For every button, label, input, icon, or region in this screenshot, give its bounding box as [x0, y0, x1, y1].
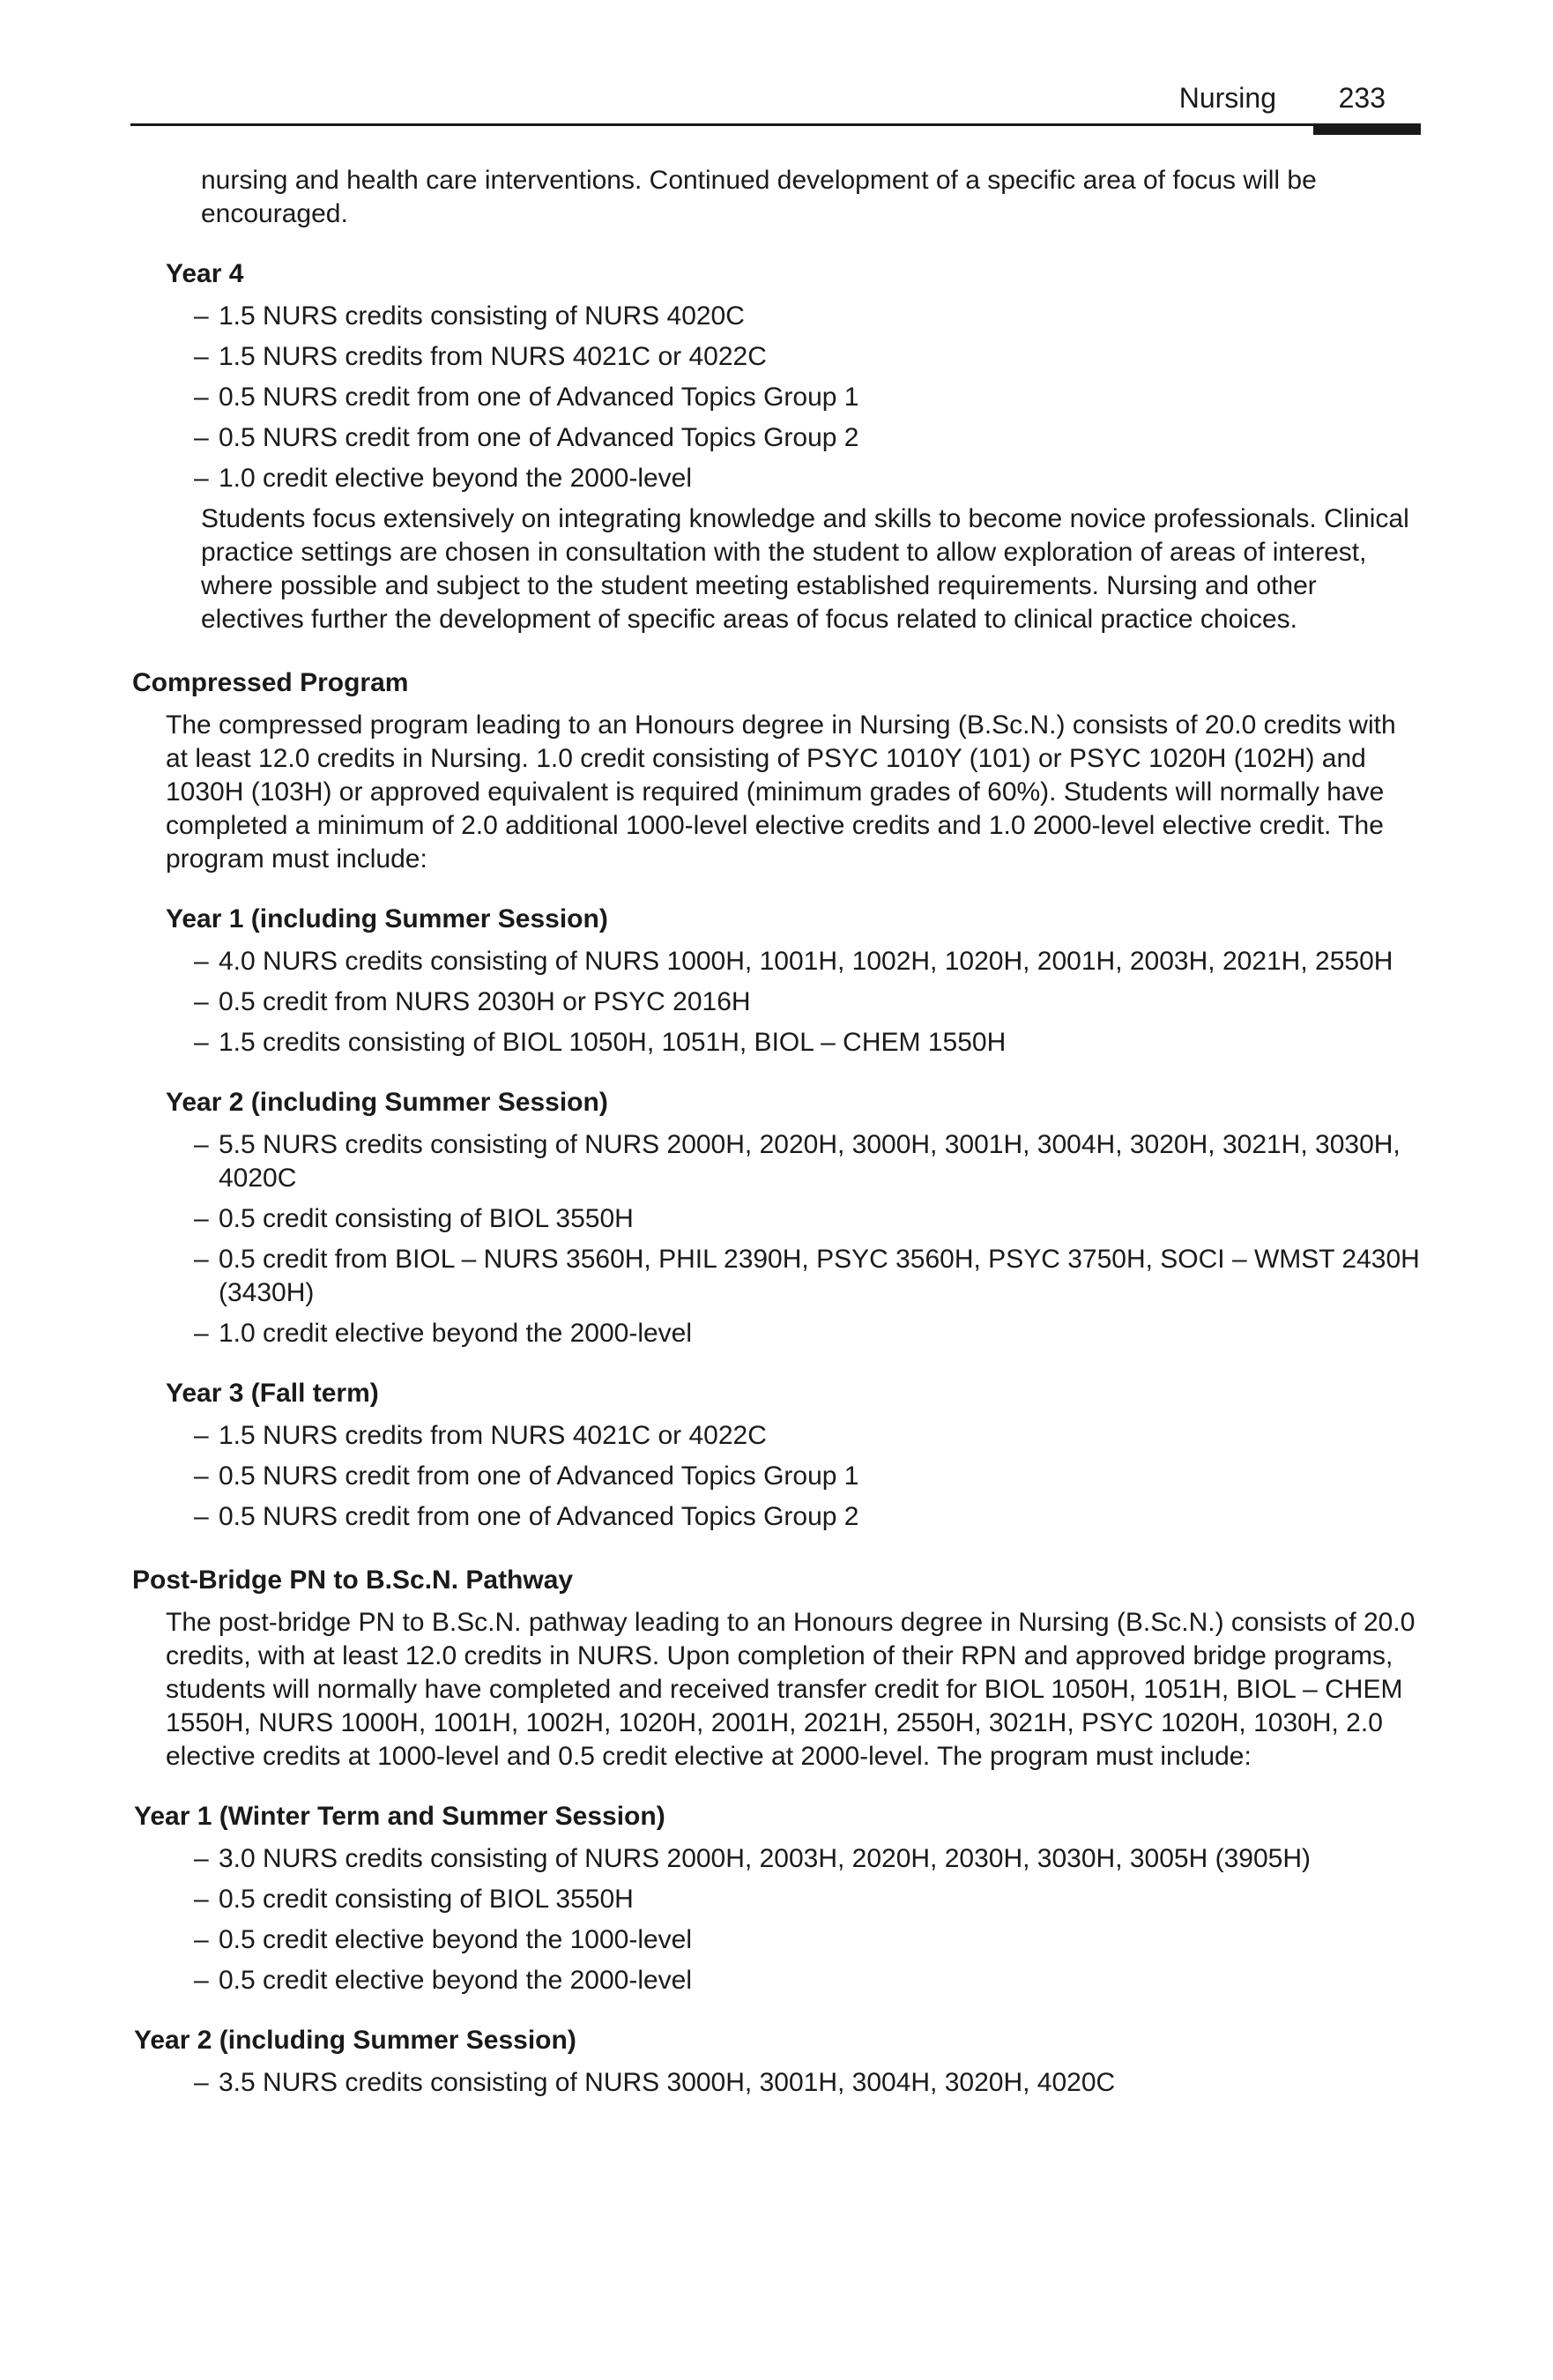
- intro-continuation: nursing and health care interventions. Continued development of a specific area of focus will be encouraged.: [201, 166, 1317, 228]
- list-item: – 0.5 credit elective beyond the 1000-level: [194, 1923, 1424, 1957]
- list-item: – 1.0 credit elective beyond the 2000-level: [194, 1317, 1424, 1350]
- page-content: [132, 164, 1424, 2107]
- header-section-title: Nursing: [1178, 82, 1276, 114]
- postbridge-description: The post-bridge PN to B.Sc.N. pathway leading to an Honours degree in Nursing (B.Sc.N.) consists of 20.0 credits, with at least 12.0 credits in NURS. Upon completion of their RPN and approved bridge programs, students will normally have completed and received transfer credit for BIOL 1050H, 1051H, BIOL – CHEM 1550H, NURS 1000H, 1001H, 1002H, 1020H, 2001H, 2021H, 2550H, 3021H, PSYC 1020H, 1030H, 2.0 elective credits at 1000-level and 0.5 credit elective at 2000-level. The program must include:: [166, 1608, 1416, 1771]
- list-item: – 0.5 credit consisting of BIOL 3550H: [194, 1202, 1424, 1236]
- postbridge-year2-list: [194, 2066, 1424, 2100]
- year4-heading: Year 4: [166, 259, 244, 288]
- list-item: – 1.5 NURS credits consisting of NURS 4020C: [194, 300, 1424, 333]
- postbridge-heading: Post-Bridge PN to B.Sc.N. Pathway: [132, 1566, 574, 1595]
- list-item: – 3.5 NURS credits consisting of NURS 3000H, 3001H, 3004H, 3020H, 4020C: [194, 2066, 1424, 2100]
- compressed-year1-heading: Year 1 (including Summer Session): [166, 904, 608, 933]
- compressed-year2-list: [194, 1128, 1424, 1350]
- postbridge-year1-heading: Year 1 (Winter Term and Summer Session): [134, 1802, 665, 1831]
- list-item: – 0.5 credit from NURS 2030H or PSYC 2016H: [194, 985, 1424, 1019]
- list-item: – 0.5 credit elective beyond the 2000-level: [194, 1964, 1424, 1997]
- year4-description: Students focus extensively on integrating knowledge and skills to become novice professionals. Clinical practice settings are chosen in consultation with the student to allow exploration of areas of interest, where possible and subject to the student meeting established requirements. Nursing and other electives further the development of specific areas of focus related to clinical practice choices.: [201, 504, 1409, 634]
- compressed-year3-list: [194, 1419, 1424, 1534]
- list-item: – 0.5 NURS credit from one of Advanced Topics Group 1: [194, 1460, 1424, 1493]
- list-item: – 0.5 NURS credit from one of Advanced Topics Group 2: [194, 421, 1424, 455]
- postbridge-year1-list: [194, 1842, 1424, 1997]
- list-item: – 1.5 NURS credits from NURS 4021C or 4022C: [194, 340, 1424, 374]
- postbridge-year2-heading: Year 2 (including Summer Session): [134, 2026, 576, 2055]
- compressed-program-heading: Compressed Program: [132, 668, 409, 697]
- page-number: 233: [1338, 82, 1386, 114]
- list-item: – 0.5 NURS credit from one of Advanced Topics Group 2: [194, 1500, 1424, 1534]
- compressed-year3-heading: Year 3 (Fall term): [166, 1379, 379, 1408]
- compressed-program-description: The compressed program leading to an Honours degree in Nursing (B.Sc.N.) consists of 20.0 credits with at least 12.0 credits in Nursing. 1.0 credit consisting of PSYC 1010Y (101) or PSYC 1020H (102H) and 1030H (103H) or approved equivalent is required (minimum grades of 60%). Students will normally have completed a minimum of 2.0 additional 1000-level elective credits and 1.0 2000-level elective credit. The program must include:: [166, 710, 1396, 874]
- list-item: – 0.5 credit consisting of BIOL 3550H: [194, 1883, 1424, 1916]
- compressed-year1-list: [194, 945, 1424, 1060]
- list-item: – 1.0 credit elective beyond the 2000-level: [194, 462, 1424, 495]
- header-tab-bar: [1313, 123, 1421, 135]
- running-header: [130, 74, 1421, 130]
- list-item: – 0.5 credit from BIOL – NURS 3560H, PHIL 2390H, PSYC 3560H, PSYC 3750H, SOCI – WMST 2430H (3430H): [194, 1243, 1424, 1310]
- list-item: – 3.0 NURS credits consisting of NURS 2000H, 2003H, 2020H, 2030H, 3030H, 3005H (3905H): [194, 1842, 1424, 1876]
- list-item: – 1.5 NURS credits from NURS 4021C or 4022C: [194, 1419, 1424, 1453]
- list-item: – 0.5 NURS credit from one of Advanced Topics Group 1: [194, 381, 1424, 414]
- list-item: – 1.5 credits consisting of BIOL 1050H, 1051H, BIOL – CHEM 1550H: [194, 1026, 1424, 1060]
- list-item: – 4.0 NURS credits consisting of NURS 1000H, 1001H, 1002H, 1020H, 2001H, 2003H, 2021H, 2550H: [194, 945, 1424, 978]
- year4-list: [194, 300, 1424, 495]
- compressed-year2-heading: Year 2 (including Summer Session): [166, 1088, 608, 1117]
- list-item: – 5.5 NURS credits consisting of NURS 2000H, 2020H, 3000H, 3001H, 3004H, 3020H, 3021H, 3030H, 4020C: [194, 1128, 1424, 1195]
- header-rule: [130, 123, 1421, 126]
